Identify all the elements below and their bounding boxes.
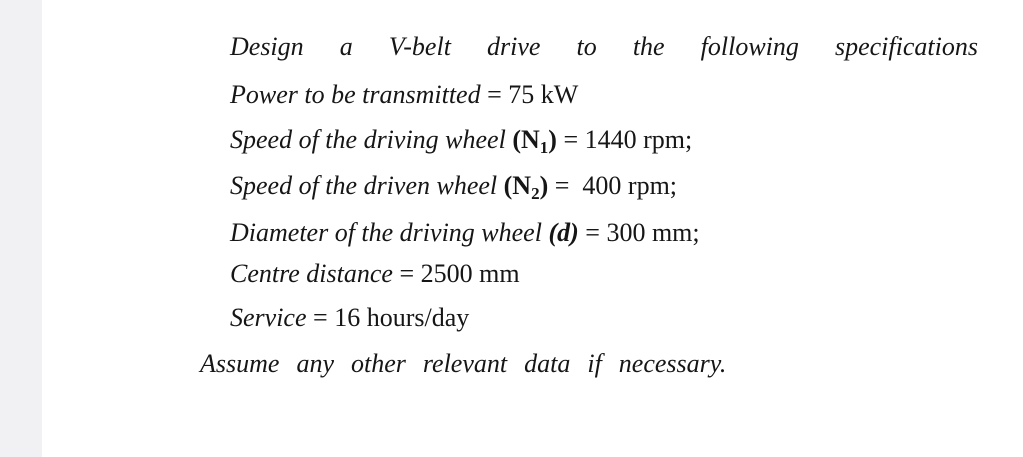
equals-sign: = <box>578 218 607 247</box>
centre-distance-value: 2500 mm <box>420 259 520 288</box>
service-value: 16 hours/day <box>334 303 470 332</box>
footer-word: any <box>296 349 334 378</box>
title-word: specifications <box>834 32 978 61</box>
driving-speed-spec <box>230 124 692 156</box>
equals-sign: = <box>556 125 585 154</box>
diameter-symbol: (d) <box>548 218 579 247</box>
footer-word: data <box>524 349 571 378</box>
title-word: Design <box>230 32 304 61</box>
footer-word: other <box>350 349 406 378</box>
footer-word: relevant <box>422 349 508 378</box>
problem-title <box>230 31 978 63</box>
driven-speed-value: 400 rpm; <box>582 171 678 200</box>
driven-speed-spec <box>230 170 677 202</box>
driving-speed-symbol: $(N_1)$ <box>512 125 557 157</box>
footer-word: if <box>587 349 602 378</box>
service-spec <box>230 302 469 334</box>
footer-word: necessary. <box>618 349 727 378</box>
title-word: V-belt <box>388 32 451 61</box>
driving-speed-label: Speed of the driving wheel <box>230 125 506 154</box>
equals-sign: = <box>306 303 335 332</box>
document-page <box>42 0 1023 457</box>
driven-speed-symbol: $(N_2)$ <box>503 171 549 203</box>
title-word: following <box>700 32 799 61</box>
diameter-spec <box>230 217 700 249</box>
power-spec <box>230 79 578 111</box>
assumption-note <box>200 348 726 380</box>
title-word: drive <box>487 32 541 61</box>
driving-speed-value: 1440 rpm; <box>584 125 693 154</box>
equals-sign: = <box>548 171 583 200</box>
driven-speed-label: Speed of the driven wheel <box>230 171 498 200</box>
title-word: the <box>632 32 665 61</box>
title-word: to <box>576 32 597 61</box>
centre-distance-label: Centre distance <box>230 259 393 288</box>
centre-distance-spec <box>230 258 520 290</box>
service-label: Service <box>230 303 307 332</box>
footer-word: Assume <box>200 349 280 378</box>
power-label: Power to be transmitted <box>230 80 481 109</box>
equals-sign: = <box>392 259 421 288</box>
diameter-label: Diameter of the driving wheel <box>230 218 542 247</box>
equals-sign: = <box>480 80 509 109</box>
title-word: a <box>339 32 353 61</box>
diameter-value: 300 mm; <box>606 218 700 247</box>
power-value: 75 kW <box>508 80 579 109</box>
